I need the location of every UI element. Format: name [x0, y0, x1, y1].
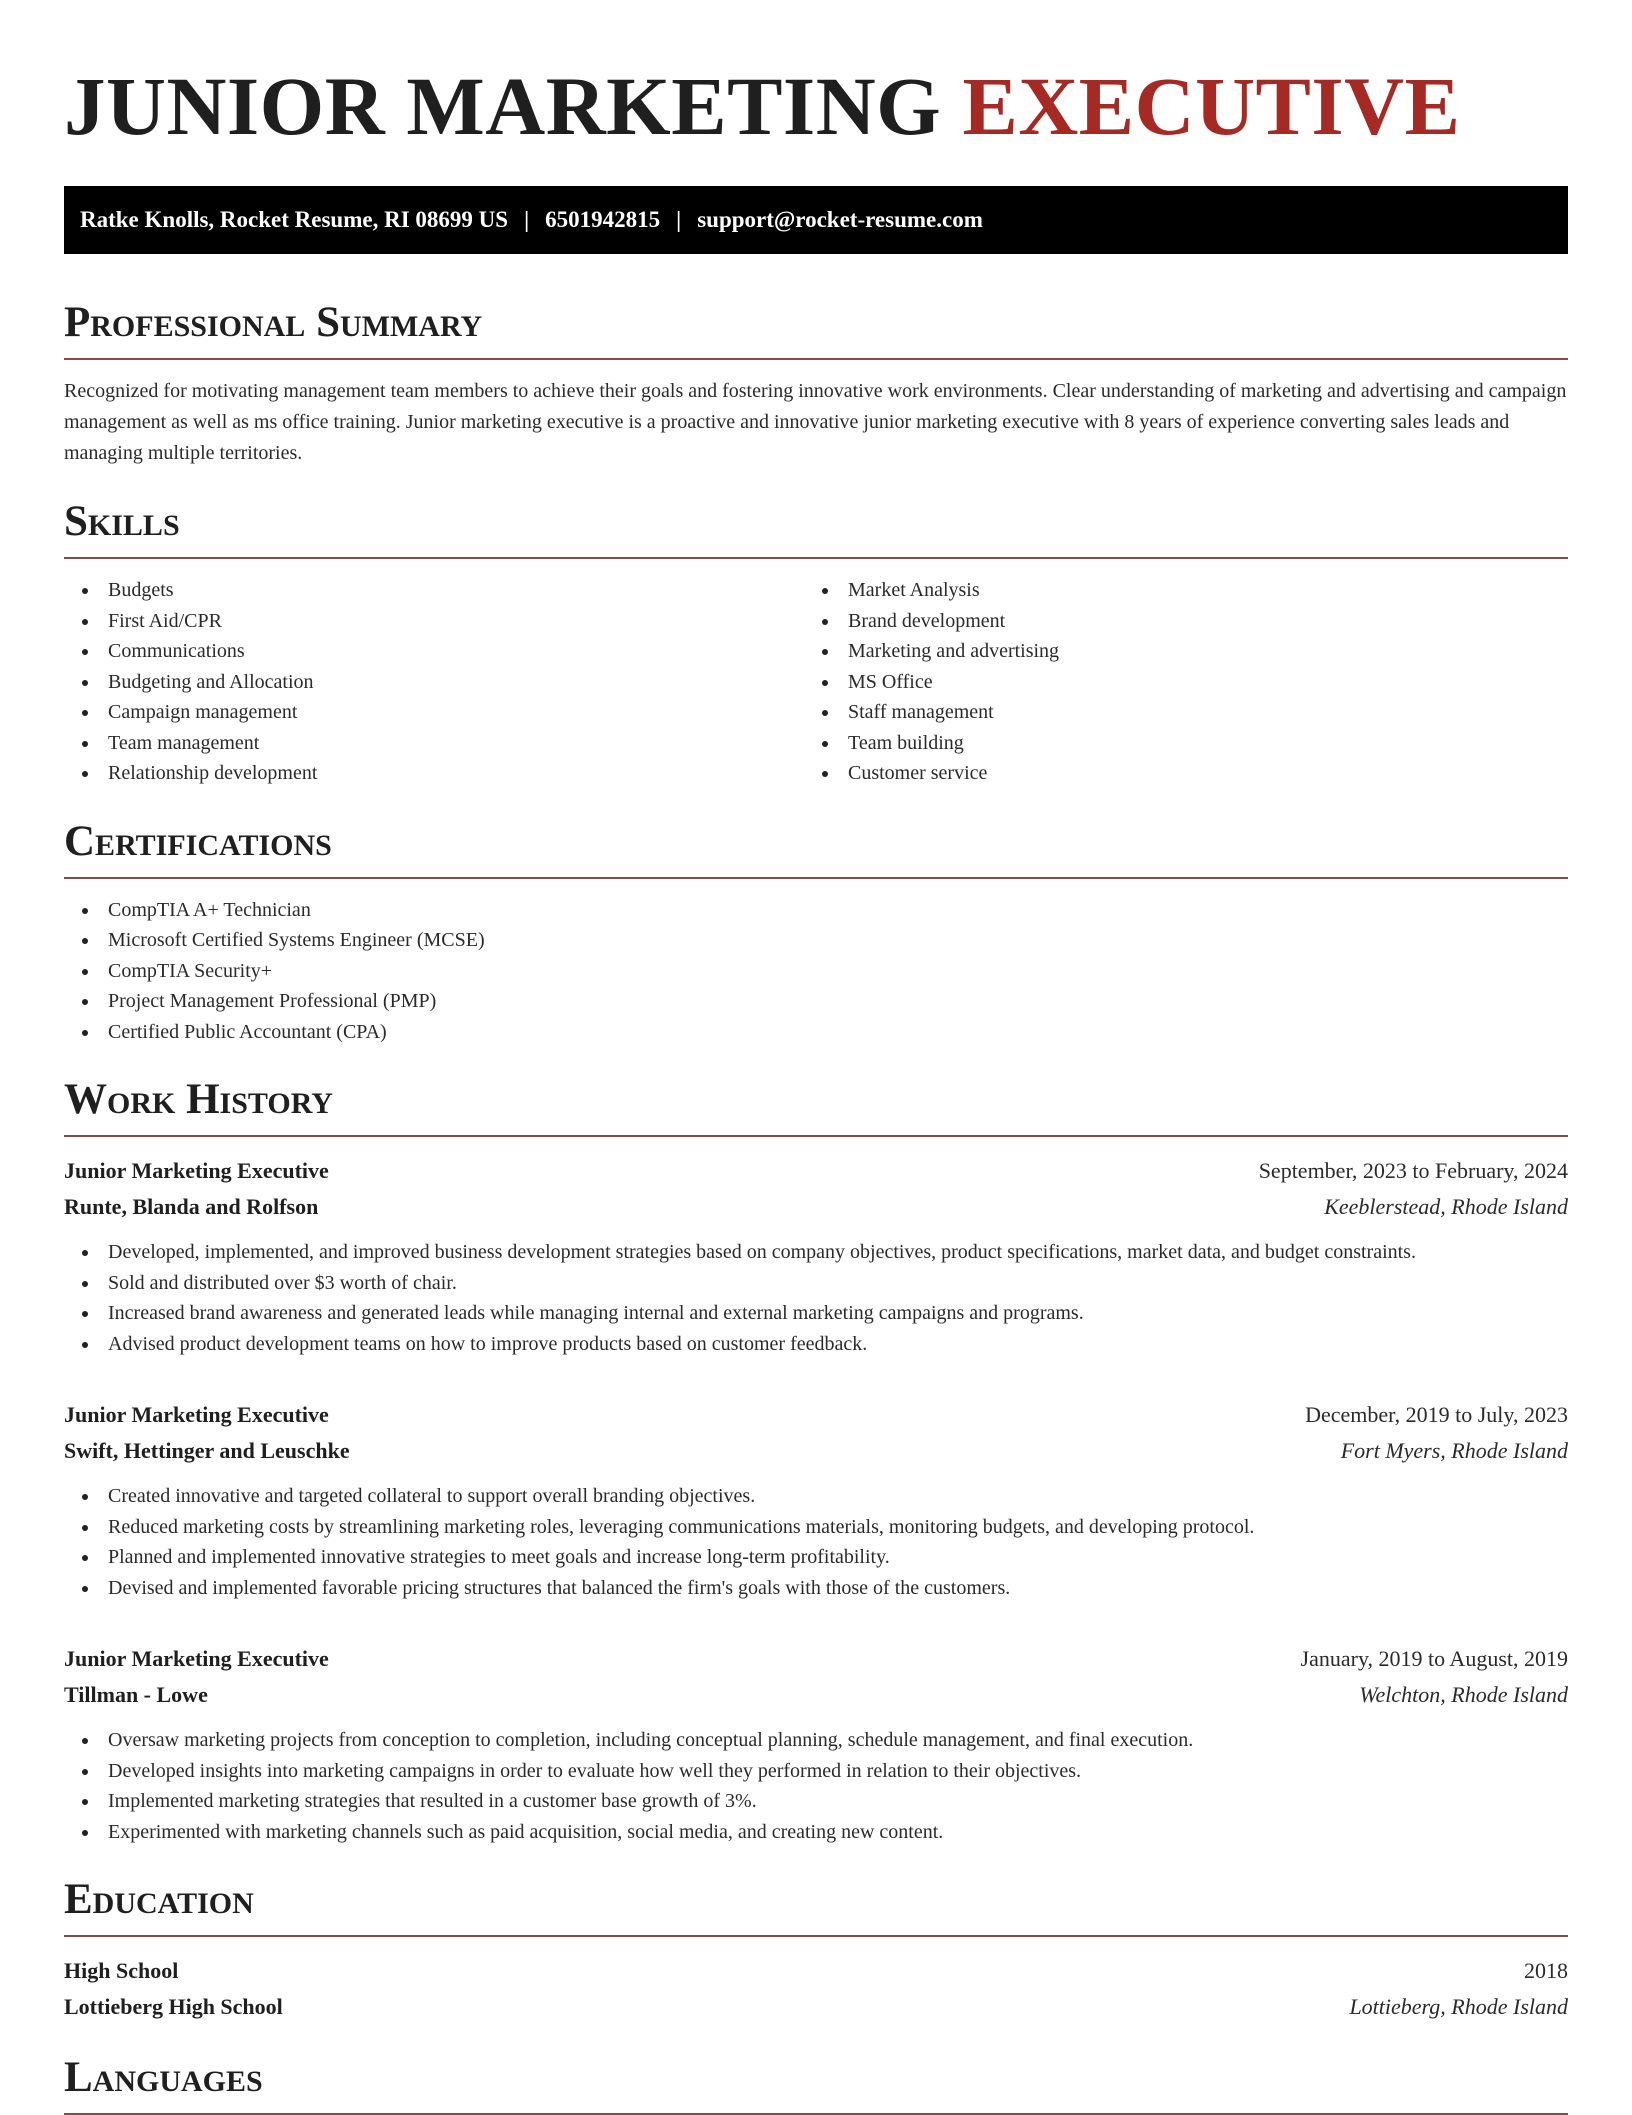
- languages-heading: Languages: [64, 2053, 1568, 2115]
- skill-item: Budgeting and Allocation: [64, 667, 804, 698]
- contact-bar: [64, 186, 1568, 254]
- job-location: Keeblerstead, Rhode Island: [1324, 1194, 1568, 1219]
- education-entry: [64, 1953, 1568, 2025]
- education-location: Lottieberg, Rhode Island: [1349, 1994, 1568, 2019]
- summary-text: Recognized for motivating management team members to achieve their goals and fostering innovative work environments. Clear understanding of marketing and advertising and campaign management as well as ms office training. Junior marketing executive is a proactive and innovative junior marketing executive with 8 years of experience converting sales leads and managing multiple territories.: [64, 380, 1567, 464]
- job-bullet: Planned and implemented innovative strategies to meet goals and increase long-term profitability.: [64, 1542, 1568, 1573]
- certification-item: Certified Public Accountant (CPA): [64, 1017, 1568, 1048]
- job-location: Fort Myers, Rhode Island: [1340, 1438, 1568, 1463]
- education-year: 2018: [1524, 1958, 1568, 1983]
- work-history-heading: Work History: [64, 1075, 1568, 1137]
- education-school: Lottieberg High School: [64, 1994, 283, 2019]
- skills-section: [64, 497, 1568, 789]
- job-header-row: [64, 1153, 1568, 1189]
- job-company-row: [64, 1433, 1568, 1469]
- job-bullet: Oversaw marketing projects from conception to completion, including conceptual planning, schedule management, and final execution.: [64, 1725, 1568, 1756]
- job-dates: December, 2019 to July, 2023: [1305, 1402, 1568, 1427]
- certification-item: Project Management Professional (PMP): [64, 986, 1568, 1017]
- skill-item: Customer service: [804, 758, 1544, 789]
- job-bullet: Reduced marketing costs by streamlining marketing roles, leveraging communications materials, monitoring budgets, and developing protocol.: [64, 1512, 1568, 1543]
- skills-list-left: [64, 575, 804, 789]
- skill-item: Communications: [64, 636, 804, 667]
- skill-item: Team building: [804, 728, 1544, 759]
- languages-section: [64, 2053, 1568, 2115]
- skill-item: Staff management: [804, 697, 1544, 728]
- skill-item: Campaign management: [64, 697, 804, 728]
- job-dates: September, 2023 to February, 2024: [1258, 1158, 1568, 1183]
- job-bullet: Increased brand awareness and generated leads while managing internal and external marketing campaigns and programs.: [64, 1298, 1568, 1329]
- job-company: Runte, Blanda and Rolfson: [64, 1194, 319, 1219]
- job-bullet: Sold and distributed over $3 worth of chair.: [64, 1268, 1568, 1299]
- summary-heading: Professional Summary: [64, 298, 1568, 360]
- certification-item: CompTIA Security+: [64, 956, 1568, 987]
- job-company: Swift, Hettinger and Leuschke: [64, 1438, 350, 1463]
- certification-item: Microsoft Certified Systems Engineer (MCSE): [64, 925, 1568, 956]
- job-title: Junior Marketing Executive: [64, 1158, 329, 1183]
- job-entry: [64, 1153, 1568, 1359]
- skill-item: Marketing and advertising: [804, 636, 1544, 667]
- job-bullet: Developed, implemented, and improved business development strategies based on company objectives, product specifications, market data, and budget constraints.: [64, 1237, 1568, 1268]
- resume-title: [64, 58, 1568, 154]
- education-degree-row: [64, 1953, 1568, 1989]
- contact-phone: 6501942815: [545, 207, 661, 232]
- contact-separator: |: [524, 207, 530, 232]
- skill-item: Team management: [64, 728, 804, 759]
- education-section: [64, 1875, 1568, 2025]
- job-header-row: [64, 1641, 1568, 1677]
- education-heading: Education: [64, 1875, 1568, 1937]
- skill-item: First Aid/CPR: [64, 606, 804, 637]
- job-entry: [64, 1397, 1568, 1603]
- skill-item: MS Office: [804, 667, 1544, 698]
- job-bullets: [64, 1725, 1568, 1847]
- skills-list-right: [804, 575, 1544, 789]
- title-accent: EXECUTIVE: [962, 60, 1461, 152]
- job-title: Junior Marketing Executive: [64, 1646, 329, 1671]
- skills-grid: [64, 559, 1568, 789]
- skills-heading: Skills: [64, 497, 1568, 559]
- job-bullets: [64, 1237, 1568, 1359]
- skill-item: Relationship development: [64, 758, 804, 789]
- job-bullet: Experimented with marketing channels such as paid acquisition, social media, and creating new content.: [64, 1817, 1568, 1848]
- resume-page: [64, 0, 1568, 2115]
- certifications-heading: Certifications: [64, 817, 1568, 879]
- job-company-row: [64, 1189, 1568, 1225]
- title-main: JUNIOR MARKETING: [64, 60, 942, 152]
- job-location: Welchton, Rhode Island: [1359, 1682, 1568, 1707]
- contact-separator: |: [676, 207, 682, 232]
- summary-section: [64, 298, 1568, 469]
- job-header-row: [64, 1397, 1568, 1433]
- education-degree: High School: [64, 1958, 179, 1983]
- certifications-section: [64, 817, 1568, 1048]
- education-school-row: [64, 1989, 1568, 2025]
- job-entry: [64, 1641, 1568, 1847]
- certifications-list: [64, 895, 1568, 1048]
- job-bullets: [64, 1481, 1568, 1603]
- skill-item: Brand development: [804, 606, 1544, 637]
- work-history-section: [64, 1075, 1568, 1847]
- contact-email: support@rocket-resume.com: [697, 207, 983, 232]
- job-bullet: Created innovative and targeted collateral to support overall branding objectives.: [64, 1481, 1568, 1512]
- job-company-row: [64, 1677, 1568, 1713]
- job-bullet: Developed insights into marketing campaigns in order to evaluate how well they performed in relation to their objectives.: [64, 1756, 1568, 1787]
- job-dates: January, 2019 to August, 2019: [1300, 1646, 1568, 1671]
- job-company: Tillman - Lowe: [64, 1682, 208, 1707]
- job-title: Junior Marketing Executive: [64, 1402, 329, 1427]
- skill-item: Budgets: [64, 575, 804, 606]
- certification-item: CompTIA A+ Technician: [64, 895, 1568, 926]
- job-bullet: Implemented marketing strategies that resulted in a customer base growth of 3%.: [64, 1786, 1568, 1817]
- job-bullet: Devised and implemented favorable pricing structures that balanced the firm's goals with those of the customers.: [64, 1573, 1568, 1604]
- skill-item: Market Analysis: [804, 575, 1544, 606]
- contact-address: Ratke Knolls, Rocket Resume, RI 08699 US: [80, 207, 509, 232]
- job-bullet: Advised product development teams on how to improve products based on customer feedback.: [64, 1329, 1568, 1360]
